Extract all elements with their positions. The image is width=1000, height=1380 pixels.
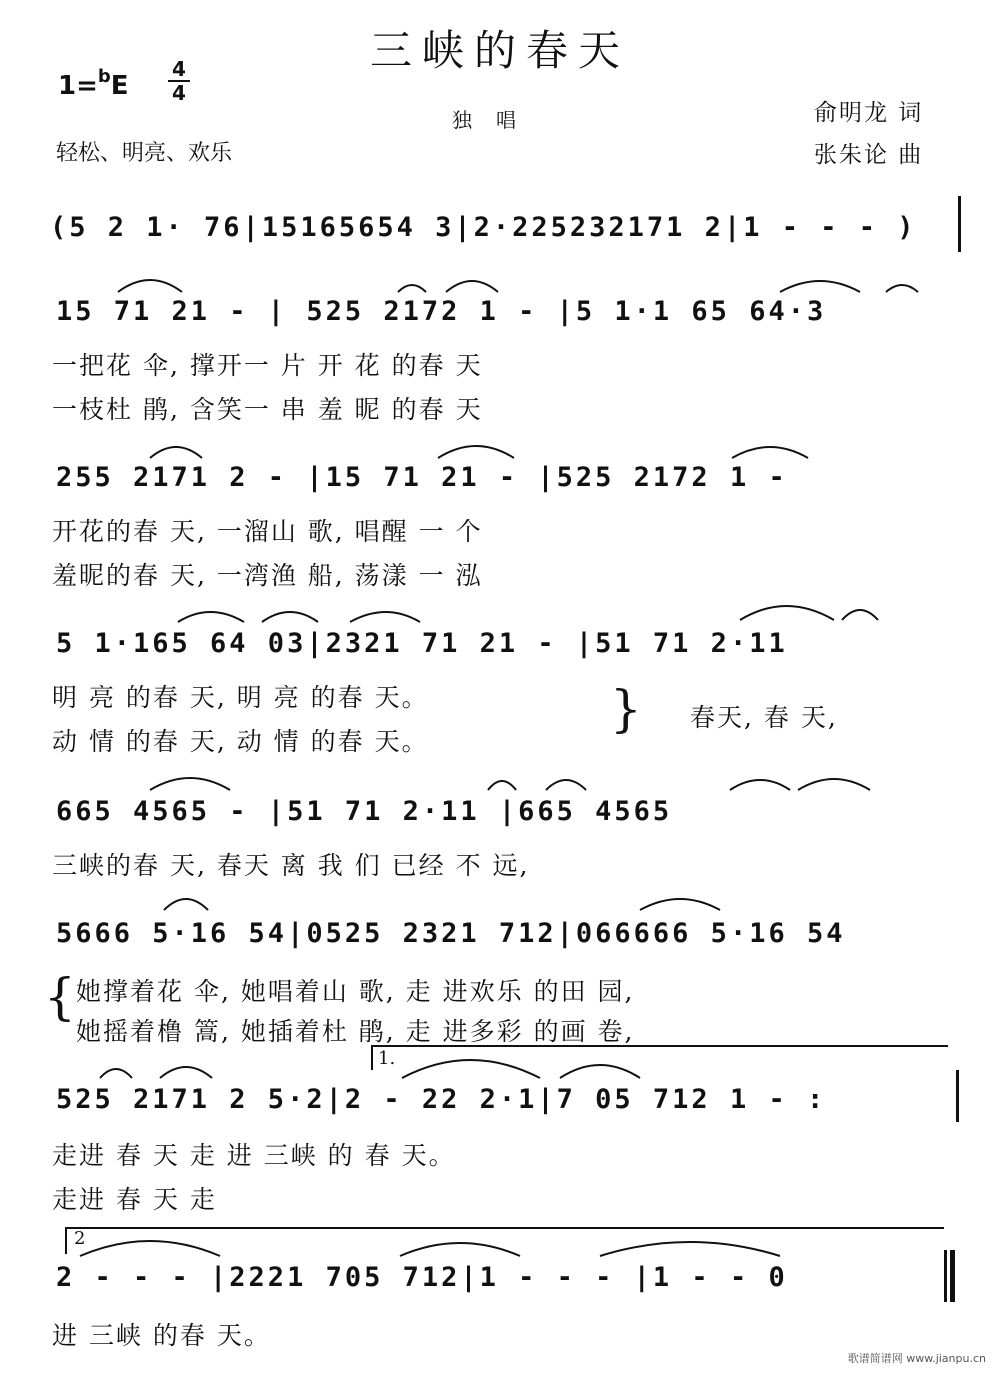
lyric-line-3b: 动 情 的春 天, 动 情 的春 天。 [52, 727, 429, 756]
slur [546, 780, 586, 790]
page-title: 三峡的春天 [369, 26, 630, 75]
final-barline-repeat [956, 1070, 959, 1122]
meter-bottom: 4 [168, 80, 190, 104]
lyric-line-1a: 一把花 伞, 撑开一 片 开 花 的春 天 [52, 351, 483, 380]
slur [178, 612, 244, 622]
lyric-line-2b: 羞昵的春 天, 一湾渔 船, 荡漾 一 泓 [52, 561, 483, 590]
flat-sign: b [97, 66, 111, 87]
slur [150, 447, 202, 458]
lyric-line-3a: 明 亮 的春 天, 明 亮 的春 天。 [52, 683, 429, 712]
slur [160, 1067, 212, 1078]
composer-credit: 张朱论 曲 [814, 142, 924, 168]
slur [798, 779, 870, 790]
lyric-line-7: 进 三峡 的春 天。 [52, 1321, 271, 1350]
lyric-line-6b: 走进 春 天 走 [52, 1185, 217, 1214]
lyric-line-5b: 她摇着橹 篙, 她插着杜 鹃, 走 进多彩 的画 卷, [76, 1017, 635, 1046]
slur [842, 610, 878, 620]
lyric-line-2a: 开花的春 天, 一溜山 歌, 唱醒 一 个 [52, 517, 483, 546]
key-prefix: 1= [58, 71, 98, 101]
final-barline-thick [950, 1250, 955, 1302]
slur [118, 280, 182, 292]
meter-top: 4 [172, 57, 186, 81]
site-watermark: 歌谱简谱网 www.jianpu.cn [847, 1352, 986, 1365]
key-note: E [110, 71, 129, 101]
slur [164, 899, 208, 910]
slur [80, 1241, 220, 1256]
slur [438, 446, 514, 458]
notation-line-2: 255 2171 2 - |15 71 21 - |525 2172 1 - [56, 462, 788, 493]
slur [560, 1065, 640, 1078]
lyric-line-4: 三峡的春 天, 春天 离 我 们 已经 不 远, [52, 851, 530, 880]
slur [150, 778, 230, 790]
side-lyric: 春天, 春 天, [690, 703, 838, 732]
notation-line-5: 5666 5·16 54|0525 2321 712|066666 5·16 54 [56, 918, 846, 949]
lyric-line-5a: 她撑着花 伞, 她唱着山 歌, 走 进欢乐 的田 园, [76, 977, 635, 1006]
notation-line-6: 525 2171 2 5·2|2 - 22 2·1|7 05 712 1 - : [56, 1084, 827, 1115]
notation-line-7: 2 - - - |2221 705 712|1 - - - |1 - - 0 [56, 1262, 788, 1293]
lyric-line-1b: 一枝杜 鹃, 含笑一 串 羞 昵 的春 天 [52, 395, 483, 424]
notation-line-3: 5 1·165 64 03|2321 71 21 - |51 71 2·11 [56, 628, 788, 659]
lyric-brace-left: { [44, 968, 76, 1026]
slur [400, 1243, 520, 1256]
slur [398, 285, 426, 292]
lyric-brace: } [610, 680, 642, 738]
slur [886, 285, 918, 292]
lyric-line-6a: 走进 春 天 走 进 三峡 的 春 天。 [52, 1141, 456, 1170]
lyricist-credit: 俞明龙 词 [814, 100, 924, 126]
volta-first-label: 1. [378, 1048, 396, 1069]
slur [640, 899, 720, 910]
slur [780, 281, 860, 292]
notation-line-intro: (5 2 1· 76|15165654 3|2·225232171 2|1 - - - ) [50, 212, 917, 243]
slur [730, 780, 790, 790]
slur [350, 612, 420, 622]
notation-line-1: 15 71 21 - | 525 2172 1 - |5 1·1 65 64·3 [56, 296, 827, 327]
final-barline [944, 1250, 947, 1302]
slur [488, 781, 516, 790]
performance-mode: 独唱 [452, 108, 540, 132]
slur [740, 606, 834, 620]
slur [446, 281, 498, 292]
notation-line-4: 665 4565 - |51 71 2·11 |665 4565 [56, 796, 673, 827]
slur [600, 1242, 780, 1256]
slur [732, 447, 808, 458]
intro-right-barline [958, 196, 961, 252]
expression-mark: 轻松、明亮、欢乐 [56, 141, 233, 166]
volta-second-label: 2 [74, 1228, 86, 1249]
slur [100, 1069, 132, 1078]
volta-bracket-1 [372, 1046, 948, 1070]
slur [402, 1060, 540, 1078]
slur [262, 612, 318, 622]
